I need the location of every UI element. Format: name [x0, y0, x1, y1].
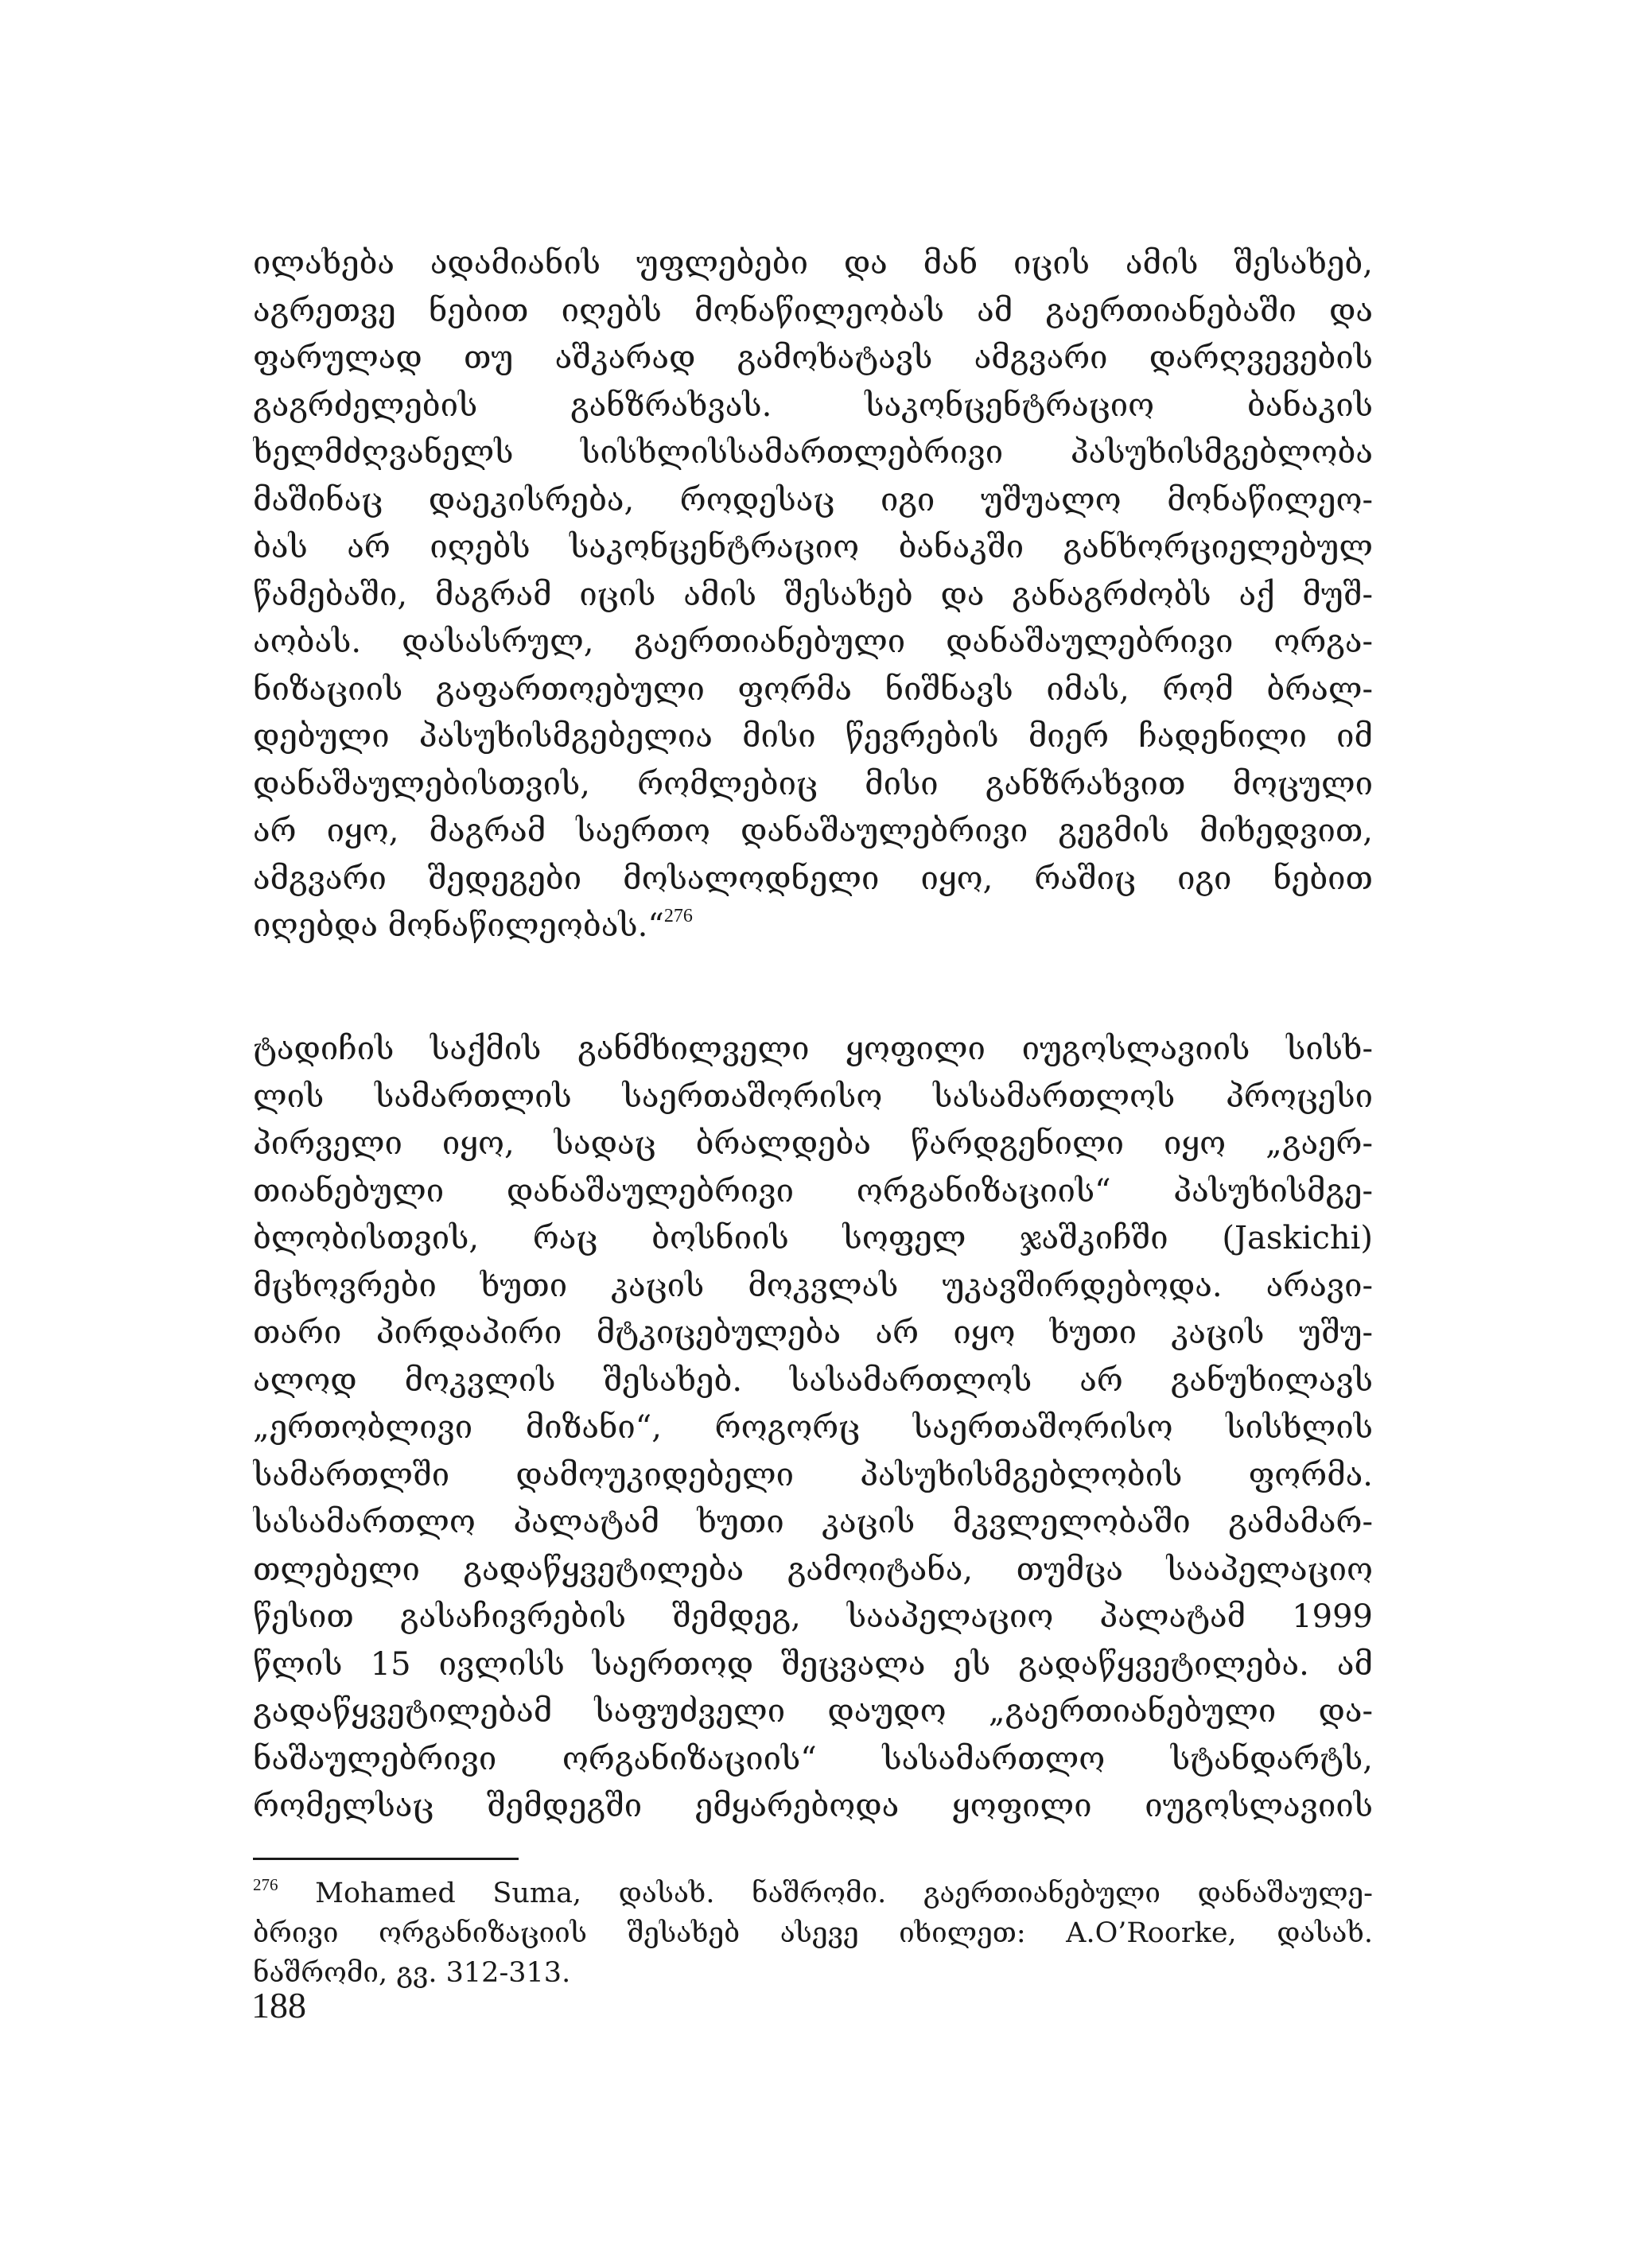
- paragraph-line: გაგრძელების განზრახვას. საკონცენტრაციო ბანაკის: [253, 386, 1373, 424]
- paragraph-line: დებული პასუხისმგებელია მისი წევრების მიერ ჩადენილი იმ: [253, 718, 1373, 755]
- paragraph-line: თარი პირდაპირი მტკიცებულება არ იყო ხუთი კაცის უშუ-: [253, 1315, 1373, 1351]
- paragraph-line: რომელსაც შემდეგში ემყარებოდა ყოფილი იუგოსლავიის: [253, 1788, 1373, 1824]
- paragraph-line: ილახება ადამიანის უფლებები და მან იცის ამის შესახებ,: [253, 245, 1373, 282]
- paragraph-line: ხელმძღვანელს სისხლისსამართლებრივი პასუხისმგებლობა: [253, 434, 1373, 471]
- footnote-reference[interactable]: 276: [663, 906, 693, 926]
- paragraph-line: ნიზაციის გაფართოებული ფორმა ნიშნავს იმას, რომ ბრალ-: [253, 670, 1373, 708]
- paragraph-line: მაშინაც დაეკისრება, როდესაც იგი უშუალო მონაწილეო-: [253, 481, 1373, 518]
- footnote-line: [253, 1874, 1373, 1913]
- footnote-number: 276: [253, 1875, 278, 1894]
- paragraph-line: თიანებული დანაშაულებრივი ორგანიზაციის“ პასუხისმგე-: [253, 1172, 1373, 1210]
- paragraph-line-text: იღებდა მონაწილეობას.“: [253, 907, 664, 944]
- footnote-line: ბრივი ორგანიზაციის შესახებ ასევე იხილეთ: A.O’Roorke, დასახ.: [253, 1917, 1373, 1949]
- paragraph-line: ალოდ მოკვლის შესახებ. სასამართლოს არ განუხილავს: [253, 1361, 1373, 1399]
- paragraph-1: [253, 240, 1373, 950]
- paragraph-line: არ იყო, მაგრამ საერთო დანაშაულებრივი გეგმის მიხედვით,: [253, 813, 1373, 849]
- paragraph-line: ტადიჩის საქმის განმხილველი ყოფილი იუგოსლავიის სისხ-: [253, 1031, 1373, 1067]
- paragraph-line: სამართლში დამოუკიდებელი პასუხისმგებლობის ფორმა.: [253, 1456, 1373, 1493]
- paragraph-last-line: [253, 903, 1373, 950]
- paragraph-line: წლის 15 ივლისს საერთოდ შეცვალა ეს გადაწყვეტილება. ამ: [253, 1645, 1373, 1683]
- footnote-text: Mohamed Suma, დასახ. ნაშრომი. გაერთიანებული დანაშაულე-: [278, 1878, 1373, 1909]
- paragraph-line: აობას. დასასრულ, გაერთიანებული დანაშაულებრივი ორგა-: [253, 623, 1373, 660]
- paragraph-line: ლის სამართლის საერთაშორისო სასამართლოს პროცესი: [253, 1078, 1373, 1115]
- paragraph-2: [253, 1026, 1373, 1831]
- paragraph-line: სასამართლო პალატამ ხუთი კაცის მკვლელობაში გამამარ-: [253, 1504, 1373, 1540]
- paragraph-line: „ერთობლივი მიზანი“, როგორც საერთაშორისო სისხლის: [253, 1409, 1373, 1446]
- paragraph-line: პირველი იყო, სადაც ბრალდება წარდგენილი იყო „გაერ-: [253, 1125, 1373, 1162]
- footnote-line: ნაშრომი, გვ. 312-313.: [253, 1957, 571, 1989]
- paragraph-line: ბას არ იღებს საკონცენტრაციო ბანაკში განხორციელებულ: [253, 529, 1373, 565]
- paragraph-line: ფარულად თუ აშკარად გამოხატავს ამგვარი დარღვევების: [253, 340, 1373, 376]
- footnote: [253, 1874, 1373, 1993]
- paragraph-line: გადაწყვეტილებამ საფუძველი დაუდო „გაერთიანებული და-: [253, 1693, 1373, 1730]
- page-number: 188: [251, 1985, 306, 2025]
- paragraph-line: აგრეთვე ნებით იღებს მონაწილეობას ამ გაერთიანებაში და: [253, 292, 1373, 329]
- paragraph-line: წესით გასაჩივრების შემდეგ, სააპელაციო პალატამ 1999: [253, 1598, 1373, 1635]
- paragraph-line: მცხოვრები ხუთი კაცის მოკვლას უკავშირდებოდა. არავი-: [253, 1267, 1373, 1304]
- paragraph-line: ნაშაულებრივი ორგანიზაციის“ სასამართლო სტანდარტს,: [253, 1740, 1373, 1777]
- paragraph-line: ამგვარი შედეგები მოსალოდნელი იყო, რაშიც იგი ნებით: [253, 860, 1373, 897]
- paragraph-line: წამებაში, მაგრამ იცის ამის შესახებ და განაგრძობს აქ მუშ-: [253, 576, 1373, 613]
- paragraph-line: ბლობისთვის, რაც ბოსნიის სოფელ ჯაშკიჩში (Jaskichi): [253, 1220, 1373, 1256]
- paragraph-line: დანაშაულებისთვის, რომლებიც მისი განზრახვით მოცული: [253, 765, 1373, 802]
- footnote-separator: [253, 1858, 519, 1860]
- paragraph-line: თლებელი გადაწყვეტილება გამოიტანა, თუმცა სააპელაციო: [253, 1551, 1373, 1588]
